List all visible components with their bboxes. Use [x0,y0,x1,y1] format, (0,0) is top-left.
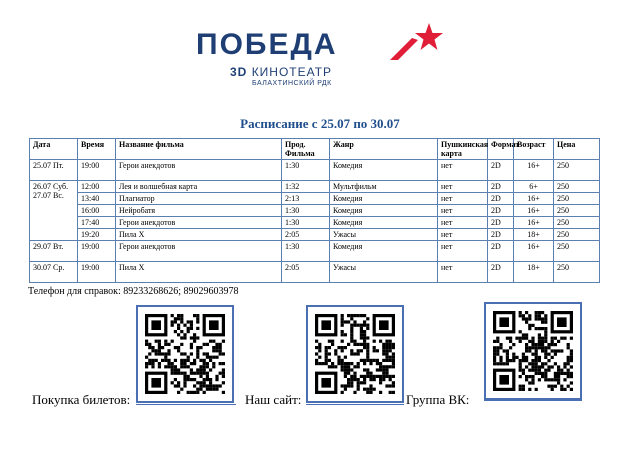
schedule-title: Расписание с 25.07 по 30.07 [240,116,400,131]
cell-time: 19:00 [78,160,116,181]
schedule-table [29,138,600,283]
cell-age: 18+ [514,262,554,283]
table-row [30,229,600,241]
cell-genre: Мультфильм [330,181,438,193]
site-qr-box[interactable] [306,305,404,403]
qr-code-icon[interactable] [493,311,573,391]
cell-film: Герои анекдотов [116,160,282,181]
cell-time: 19:00 [78,241,116,262]
cell-date: 29.07 Вт. [30,241,78,262]
cell-age: 6+ [514,181,554,193]
table-header [30,139,600,160]
swoosh-icon [388,32,428,62]
cell-price: 250 [554,229,600,241]
cell-date: 25.07 Пт. [30,160,78,181]
cell-genre: Комедия [330,160,438,181]
col-film: Название фильма [116,139,282,160]
cell-format: 2D [488,193,514,205]
table-row [30,205,600,217]
cell-price: 250 [554,181,600,193]
cell-genre: Ужасы [330,229,438,241]
col-format: Формат [488,139,514,160]
cell-pushkin: нет [438,241,488,262]
cell-pushkin: нет [438,205,488,217]
cell-format: 2D [488,241,514,262]
col-duration: Прод. Фильма [282,139,330,160]
cell-age: 16+ [514,160,554,181]
cell-price: 250 [554,262,600,283]
table-row [30,241,600,262]
cell-genre: Ужасы [330,262,438,283]
cell-pushkin: нет [438,229,488,241]
cell-price: 250 [554,205,600,217]
cell-duration: 1:30 [282,217,330,229]
cell-pushkin: нет [438,181,488,193]
site-underline [306,404,404,405]
cell-time: 19:00 [78,262,116,283]
cell-format: 2D [488,160,514,181]
table-row [30,217,600,229]
table-row [30,193,600,205]
vk-underline [484,400,582,401]
cell-price: 250 [554,160,600,181]
cinema-logo [192,22,452,87]
cell-genre: Комедия [330,241,438,262]
vk-label: Группа ВК: [406,392,470,407]
cell-time: 19:20 [78,229,116,241]
cell-duration: 2:05 [282,229,330,241]
site-label: Наш сайт: [245,392,302,407]
cell-date: 30.07 Ср. [30,262,78,283]
table-row [30,262,600,283]
cell-age: 16+ [514,241,554,262]
table-row [30,160,600,181]
cell-age: 16+ [514,217,554,229]
cell-film: Плагиатор [116,193,282,205]
cell-price: 250 [554,217,600,229]
cell-genre: Комедия [330,217,438,229]
cell-genre: Комедия [330,193,438,205]
logo-location: БАЛАХТИНСКИЙ РДК [252,80,332,87]
vk-qr-box[interactable] [484,302,582,400]
cell-duration: 1:32 [282,181,330,193]
cell-duration: 2:13 [282,193,330,205]
cell-genre: Комедия [330,205,438,217]
cell-pushkin: нет [438,262,488,283]
cell-time: 12:00 [78,181,116,193]
cell-price: 250 [554,241,600,262]
logo-wordmark: ПОБЕДА [196,28,338,61]
col-price: Цена [554,139,600,160]
cell-film: Герои анекдотов [116,241,282,262]
cell-price: 250 [554,193,600,205]
cell-film: Лея и волшебная карта [116,181,282,193]
cell-time: 13:40 [78,193,116,205]
cell-time: 16:00 [78,205,116,217]
cell-pushkin: нет [438,193,488,205]
cell-time: 17:40 [78,217,116,229]
phone-line: Телефон для справок: 89233268626; 89029603978 [28,286,239,297]
qr-code-icon[interactable] [145,314,225,394]
table-row [30,181,600,193]
col-date: Дата [30,139,78,160]
col-genre: Жанр [330,139,438,160]
logo-subtitle: 3D КИНОТЕАТР [230,65,333,79]
col-time: Время [78,139,116,160]
cell-film: Нейробатя [116,205,282,217]
cell-format: 2D [488,181,514,193]
col-age: Возраст [514,139,554,160]
cell-duration: 2:05 [282,262,330,283]
tickets-underline [136,404,236,405]
tickets-label: Покупка билетов: [32,392,131,407]
cell-film: Пила X [116,229,282,241]
cell-format: 2D [488,205,514,217]
cell-film: Пила X [116,262,282,283]
cell-duration: 1:30 [282,241,330,262]
cell-film: Герои анекдотов [116,217,282,229]
cell-format: 2D [488,217,514,229]
cell-date: 26.07 Суб. 27.07 Вс. [30,181,78,241]
cell-format: 2D [488,262,514,283]
col-pushkin: Пушкинская карта [438,139,488,160]
cell-pushkin: нет [438,217,488,229]
cell-duration: 1:30 [282,205,330,217]
cell-age: 16+ [514,205,554,217]
cell-age: 18+ [514,229,554,241]
cell-pushkin: нет [438,160,488,181]
cell-duration: 1:30 [282,160,330,181]
tickets-qr-box[interactable] [136,305,234,403]
qr-code-icon[interactable] [315,314,395,394]
cell-age: 16+ [514,193,554,205]
cell-format: 2D [488,229,514,241]
